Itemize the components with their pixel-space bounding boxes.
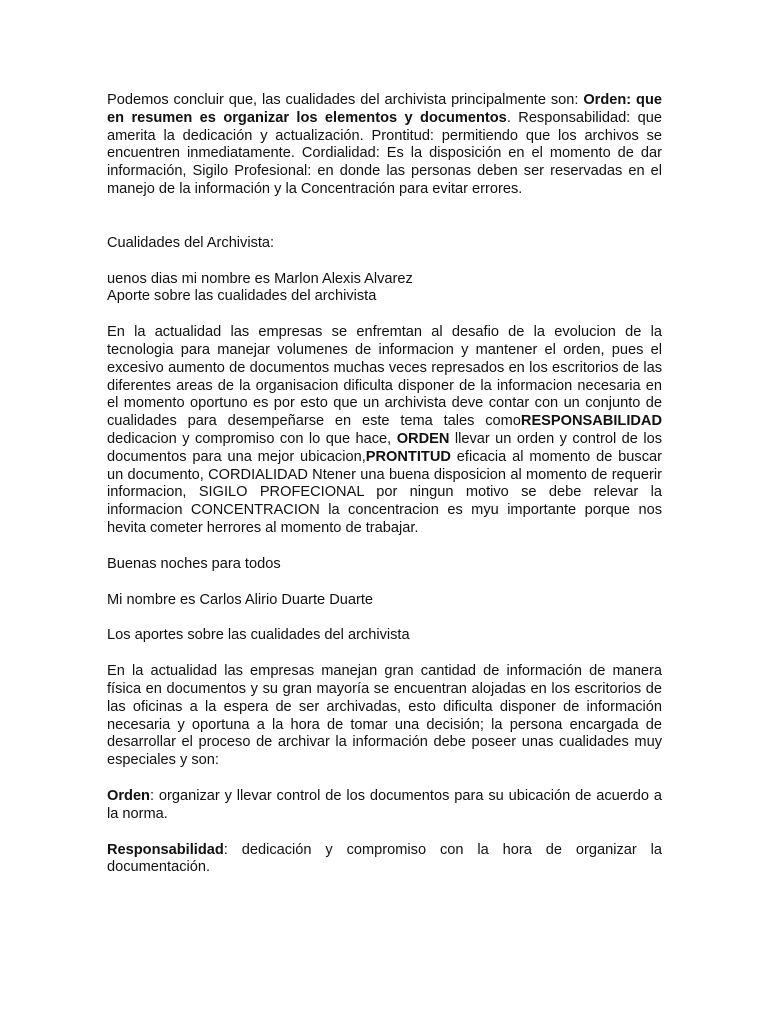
section-heading: Cualidades del Archivista:: [107, 234, 275, 251]
bold-text-prontitud: PRONTITUD: [365, 448, 451, 465]
aporte-title-1: Aporte sobre las cualidades del archivista: [107, 288, 377, 305]
item-text: : dedicación y compromiso con la hora de organizar la documentación.: [107, 841, 662, 876]
paragraph-text: dedicacion y compromiso con lo que hace,: [107, 430, 397, 447]
paragraph-carlos: En la actualidad las empresas manejan gran cantidad de información de manera física en documentos y su gran mayoría se encuentran alojadas en los escritorios de las oficinas a la espera de ser archivadas, esto dificulta disponer de información necesaria y oportuna a la hora de tomar una decisión; la persona encargada de desarrollar el proceso de archivar la información debe poseer unas cualidades muy especiales y son:: [107, 663, 662, 769]
bold-text-orden: ORDEN: [396, 430, 450, 447]
greeting-carlos: Buenas noches para todos: [107, 555, 281, 572]
item-label: Orden: [107, 787, 150, 804]
document-page: [107, 92, 662, 877]
paragraph-text: Podemos concluir que, las cualidades del archivista principalmente son:: [107, 92, 584, 108]
paragraph-text: . Responsabilidad: que amerita la dedicación y actualización. Prontitud: permitiendo que los archivos se encuentren inmediatamente. Cordialidad: Es la disposición en el momento de dar información, Sigilo Profesional: en donde las personas deben ser reservadas en el manejo de la información y la Concentración para evitar errores.: [107, 109, 662, 197]
paragraph-text: llevar un orden y control de los documentos para una mejor ubicacion,: [107, 430, 662, 465]
item-text: : organizar y llevar control de los documentos para su ubicación de acuerdo a la norma.: [107, 787, 662, 822]
paragraph-text: eficacia al momento de buscar un documento, CORDIALIDAD Ntener una buena disposicion al momento de requerir informacion, SIGILO PROFECIONAL por ningun motivo se debe relevar la informacion CONCENTRACION la concentracion es myu importante porque nos hevita cometer herrores al momento de trabajar.: [107, 448, 662, 536]
name-carlos: Mi nombre es Carlos Alirio Duarte Duarte: [107, 591, 374, 608]
greeting-marlon: uenos dias mi nombre es Marlon Alexis Alvarez: [107, 270, 413, 287]
paragraph-marlon: [107, 324, 662, 538]
paragraph-conclusion: [107, 92, 662, 199]
bold-text-orden: Orden: que en resumen es organizar los elementos y documentos: [107, 92, 662, 126]
item-orden: [107, 788, 662, 824]
item-responsabilidad: [107, 842, 662, 878]
aporte-title-2: Los aportes sobre las cualidades del archivista: [107, 627, 410, 644]
bold-text-responsabilidad: RESPONSABILIDAD: [520, 413, 662, 430]
paragraph-text: En la actualidad las empresas se enfremtan al desafio de la evolucion de la tecnologia para manejar volumenes de informacion y mantener el orden, pues el excesivo aumento de documentos muchas veces represados en los escritorios de las diferentes areas de la organisacion dificulta disponer de la informacion necesaria en el momento oportuno es por esto que un archivista deve contar con un conjunto de cualidades para desempeñarse en este tema tales como: [107, 324, 662, 430]
item-label: Responsabilidad: [107, 841, 224, 858]
